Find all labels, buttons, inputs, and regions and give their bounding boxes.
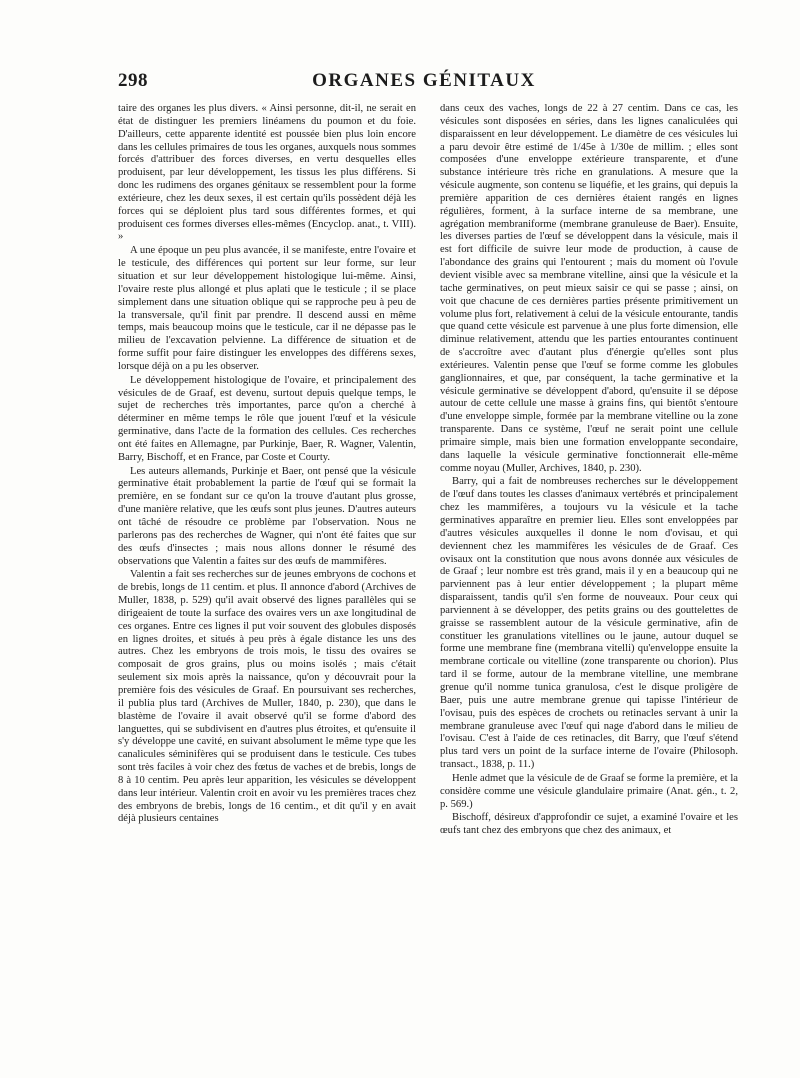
text-columns: [118, 103, 738, 963]
right-column: [440, 103, 738, 963]
running-title: ORGANES GÉNITAUX: [312, 70, 536, 91]
paragraph: taire des organes les plus divers. « Ainsi personne, dit-il, ne serait en état de distinguer les premiers linéamens du poumon et du foie. D'ailleurs, cette apparente identité est poussée bien plus loin encore dans les cellules primaires de tous les organes, auxquels nous sommes forcés d'attribuer des forces diverses, en vertu desquelles elles produisent, par leur développement, les tissus les plus différens. Si donc les rudimens des organes génitaux se ressemblent pour la forme extérieure, chez les deux sexes, il est certain qu'ils possèdent déjà les forces qui se déploient plus tard sous différentes formes, et qui produisent ces formes diverses elles-mêmes (Encyclop. anat., t. VIII). »: [118, 103, 416, 243]
page-number: 298: [118, 70, 148, 91]
paragraph: Henle admet que la vésicule de de Graaf se forme la première, et la considère comme une vésicule glandulaire primaire (Anat. gén., t. 2, p. 569.): [440, 772, 738, 810]
paragraph: Bischoff, désireux d'approfondir ce sujet, a examiné l'ovaire et les œufs tant chez des embryons que chez des animaux, et: [440, 812, 738, 837]
page-header: [118, 70, 730, 96]
paragraph: Barry, qui a fait de nombreuses recherches sur le développement de l'œuf dans toutes les classes d'animaux vertébrés et principalement chez les mammifères, a toujours vu la vésicule et la tache germinatives apparaître en premier lieu. Elles sont enveloppées par d'autres vésicules auxquelles il donne le nom d'ovisau, et qui deviennent chez les mammifères les vésicules de de Graaf. Ces ovisaux ont la constitution que nous avons donnée aux vésicules de de Graaf ; leur nombre est très grand, mais il y en a beaucoup qui ne parviennent pas à leur entier développement ; la plupart même disparaissent, tandis qu'il s'en forme de nouveaux. Pour ceux qui parviennent à se développer, des petits grains ou des gouttelettes de graisse se rassemblent autour de la vésicule germinative, afin de constituer les granulations vitellines ou le jaune, autour duquel se forme une membrane fine (membrana vitelli) qu'enveloppe ensuite la membrane corticale ou vitelline (zone transparente ou chorion). Plus tard il se forme, autour de la membrane vitelline, une membrane grenue qu'il nomme tunica granulosa, c'est le disque proligère de Baer, puis une autre membrane grenue qui tapisse l'intérieur de l'ovisau, puis des espèces de crochets ou retinacles servant à unir la membrane granuleuse avec l'œuf qui nage d'abord dans le milieu de l'ovisau. C'est à l'aide de ces retinacles, dit Barry, que l'œuf s'étend plus tard vers un point de la surface interne de l'ovaire (Philosoph. transact., 1838, p. 11.): [440, 476, 738, 771]
paragraph: Valentin a fait ses recherches sur de jeunes embryons de cochons et de brebis, longs de 11 centim. et plus. Il annonce d'abord (Archives de Muller, 1838, p. 529) qu'il avait observé des lignes parallèles qui se dirigeaient de toute la surface des ovaires vers un axe longitudinal de ces organes. Entre ces lignes il put voir souvent des globules disposés en lignes droites, et situés à peu près à égale distance les uns des autres. Chez les embryons de trois mois, le tissu des ovaires se composait de gros grains, plus ou moins isolés ; mais c'était seulement six mois après la naissance, qu'on y découvrait pour la première fois des vésicules de Graaf. En poursuivant ses recherches, il publia plus tard (Archives de Muller, 1840, p. 230), que dans le blastème de l'ovaire il avait observé qu'il se forme d'abord des languettes, qui se subdivisent en d'autres plus étroites, et qu'ensuite il s'y développe une cavité, en suivant absolument le même type que les canalicules séminifères qui se produisent dans le testicule. Ces tubes sont très faciles à voir chez des fœtus de vaches et de brebis, longs de 8 à 10 centim. Peu après leur apparition, les vésicules se développent dans leur intérieur. Valentin croit en avoir vu les premières traces chez des embryons de brebis, longs de 16 centim., et dit qu'il y en avait déjà plusieurs centaines: [118, 569, 416, 825]
paragraph: A une époque un peu plus avancée, il se manifeste, entre l'ovaire et le testicule, des différences qui portent sur leur forme, sur leur situation et sur leur développement histologique lui-même. Ainsi, l'ovaire reste plus allongé et plus aplati que le testicule ; il se place simplement dans une situation oblique qui se rapproche peu à peu de la transversale, qu'il finit par prendre. Il descend aussi en même temps, mais beaucoup moins que le testicule, car il ne dépasse pas le milieu de l'excavation pelvienne. La différence de situation et de forme suffit pour faire distinguer les enveloppes des différens sexes, lorsque déjà on a pu les observer.: [118, 245, 416, 372]
paragraph: Les auteurs allemands, Purkinje et Baer, ont pensé que la vésicule germinative était probablement la partie de l'œuf qui se formait la première, en se fondant sur ce qu'on la trouve d'autant plus grosse, d'une manière relative, que les œufs sont plus jeunes. D'autres auteurs ont tâché de résoudre ce problème par l'observation. Nous ne parlerons pas des recherches de Wagner, qui n'ont été faites que sur des œufs d'insectes ; mais nous allons donner le résumé des observations que Valentin a faites sur des œufs de mammifères.: [118, 465, 416, 567]
paragraph: Le développement histologique de l'ovaire, et principalement des vésicules de de Graaf, est devenu, surtout depuis quelque temps, le sujet de recherches très importantes, parce qu'on a cherché à déterminer en même temps le rôle que jouent l'œuf et la vésicule germinative, dans l'acte de la formation des cellules. Ces recherches ont été faites en Allemagne, par Purkinje, Baer, R. Wagner, Valentin, Barry, Bischoff, et en France, par Coste et Courty.: [118, 374, 416, 463]
left-column: [118, 103, 416, 963]
paragraph: dans ceux des vaches, longs de 22 à 27 centim. Dans ce cas, les vésicules sont disposées en séries, dans les lignes canaliculées qui disparaissent en leur développement. Le diamètre de ces vésicules lui a paru devoir être estimé de 1/45e à 1/30e de millim. ; elles sont composées d'une enveloppe extérieure transparente, et d'une substance intérieure très riche en granulations. A mesure que la vésicule augmente, son contenu se liquéfie, et les grains, qui depuis la première apparition de ces dernières étaient rangés en lignes régulières, forment, à la surface interne de sa membrane, une agrégation membraniforme (membrane granuleuse de Baer). Ensuite, les diverses parties de l'œuf se développent dans la vésicule, mais il est fort difficile de suivre leur mode de production, à cause de l'abondance des grains qui l'entourent ; mais du moment où l'ovule devient visible avec sa membrane vitelline, ainsi que la vésicule et la tache germinatives, on peut mieux saisir ce qui se passe ; ainsi, on voit que chacune de ces dernières parties présente primitivement un volume plus fort, relativement à celui de la vésicule entourante, tandis que quand cette vésicule est parvenue à une plus forte dimension, elle diminue relativement, attendu que les parties entourantes continuent de s'accroître avec d'autant plus d'énergie qu'elles sont plus extérieures. Valentin pense que l'œuf se forme comme les globules ganglionnaires, et que, par conséquent, la tache germinative et la vésicule germinative se développent d'abord, qu'ensuite il se dépose autour de cette cellule une masse à grains fins, qui bientôt s'entoure d'une enveloppe simple, formée par la membrane vitelline ou la zone transparente. Dans ce système, l'œuf ne serait point une cellule primaire simple, mais bien une formation enveloppante secondaire, dans laquelle la vésicule germinative fonctionnerait elle-même comme noyau (Muller, Archives, 1840, p. 230).: [440, 103, 738, 474]
